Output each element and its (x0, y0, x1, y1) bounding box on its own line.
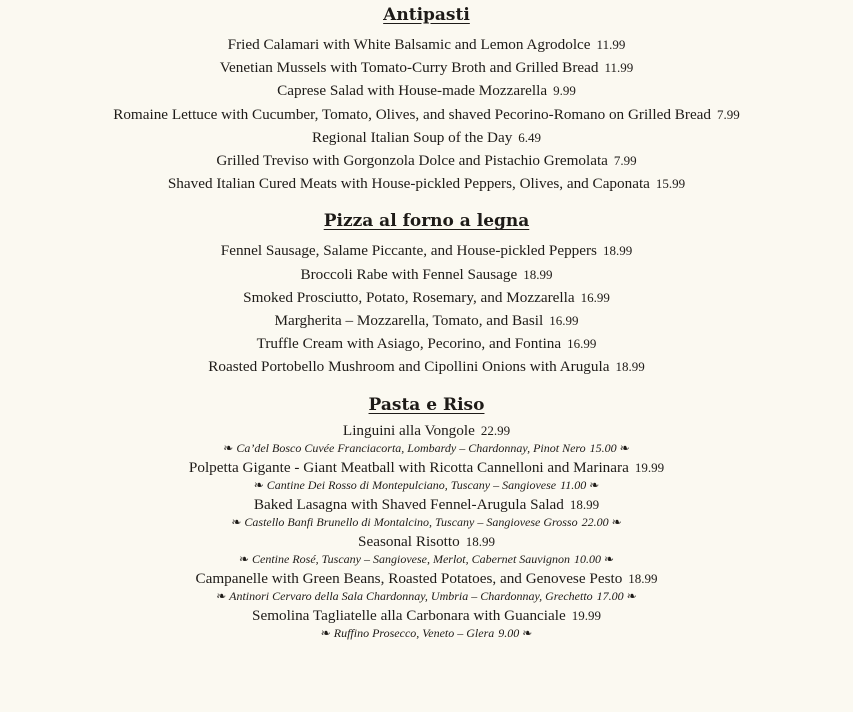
wine-pairing-name: Ruffino Prosecco, Veneto – Glera (333, 625, 495, 640)
menu-item (0, 103, 853, 126)
menu-item-name: Caprese Salad with House-made Mozzarella (277, 82, 548, 100)
section-pizza (0, 209, 853, 378)
wine-pairing-price: 22.00 (581, 514, 609, 529)
menu-item-name: Venetian Mussels with Tomato-Curry Broth and Grilled Bread (219, 59, 599, 77)
menu-item (0, 355, 853, 378)
menu-item (0, 421, 853, 455)
menu-item-name: Grilled Treviso with Gorgonzola Dolce and Pistachio Gremolata (216, 152, 608, 170)
menu-item-name: Semolina Tagliatelle alla Carbonara with Guanciale (252, 606, 566, 624)
fleuron-left-icon: ❧ (238, 551, 250, 566)
fleuron-right-icon: ❧ (619, 440, 630, 455)
section-antipasti (0, 3, 853, 195)
menu-item (0, 286, 853, 309)
section-title-pasta: Pasta e Riso (368, 394, 485, 415)
menu-item-name: Shaved Italian Cured Meats with House-pickled Peppers, Olives, and Caponata (167, 175, 650, 193)
wine-pairing-price: 10.00 (573, 551, 601, 566)
menu-item-price: 15.99 (655, 176, 686, 192)
menu-item (0, 239, 853, 262)
menu-item-price: 18.99 (602, 243, 633, 259)
menu-item-price: 11.99 (596, 37, 626, 52)
menu-item (0, 172, 853, 195)
fleuron-right-icon: ❧ (589, 477, 600, 492)
menu-item (0, 495, 853, 529)
menu-item (0, 606, 853, 640)
menu-item-name: Regional Italian Soup of the Day (311, 128, 513, 146)
wine-pairing (0, 626, 853, 640)
menu-item-price: 18.99 (569, 496, 600, 512)
menu-item-line (0, 458, 853, 478)
fleuron-right-icon: ❧ (603, 551, 615, 566)
menu-item (0, 33, 853, 56)
menu-item (0, 569, 853, 603)
menu-item-name: Seasonal Risotto (358, 532, 460, 550)
menu-item (0, 532, 853, 566)
menu-item-price: 7.99 (613, 153, 637, 169)
menu-item-name: Polpetta Gigante - Giant Meatball with Ricotta Cannelloni and Marinara (188, 458, 629, 476)
menu-item-name: Broccoli Rabe with Fennel Sausage (300, 265, 518, 283)
wine-pairing-name: Castello Banfi Brunello di Montalcino, Tuscany – Sangiovese Grosso (244, 514, 578, 529)
menu-item (0, 458, 853, 492)
menu-item-line (0, 495, 853, 515)
menu-item (0, 332, 853, 355)
menu-item-name: Margherita – Mozzarella, Tomato, and Basil (274, 312, 544, 330)
menu-item-price: 16.99 (580, 289, 610, 305)
menu-item-line (0, 569, 853, 589)
menu-item-name: Roasted Portobello Mushroom and Cipollini Onions with Arugula (208, 358, 610, 376)
fleuron-left-icon: ❧ (231, 514, 242, 529)
fleuron-right-icon: ❧ (626, 588, 637, 603)
section-title-antipasti: Antipasti (383, 5, 470, 25)
menu-item-price: 11.99 (604, 60, 634, 76)
menu-item-name: Campanelle with Green Beans, Roasted Potatoes, and Genovese Pesto (195, 569, 623, 587)
menu-item-price: 18.99 (523, 266, 553, 282)
menu-item (0, 309, 853, 332)
menu-item-price: 6.49 (518, 129, 542, 145)
section-pasta (0, 393, 853, 640)
menu-item-price: 9.99 (553, 83, 576, 99)
wine-pairing-price: 17.00 (596, 588, 624, 603)
fleuron-left-icon: ❧ (320, 625, 331, 640)
menu-item-name: Baked Lasagna with Shaved Fennel-Arugula Salad (253, 495, 564, 513)
fleuron-left-icon: ❧ (253, 477, 264, 492)
menu-item (0, 56, 853, 79)
menu-item (0, 126, 853, 149)
section-title-pizza: Pizza al forno a legna (323, 211, 530, 232)
wine-pairing-name: Centine Rosé, Tuscany – Sangiovese, Merlot, Cabernet Sauvignon (252, 551, 570, 566)
fleuron-right-icon: ❧ (611, 514, 622, 529)
pasta-list (0, 421, 853, 640)
menu-item-name: Truffle Cream with Asiago, Pecorino, and Fontina (256, 335, 562, 353)
menu-item (0, 79, 853, 102)
menu-item-price: 18.99 (615, 359, 645, 375)
menu-item-line (0, 532, 853, 552)
menu-item-line (0, 606, 853, 626)
menu-item-name: Fennel Sausage, Salame Piccante, and House-pickled Peppers (220, 242, 597, 260)
menu-item-price: 19.99 (571, 607, 601, 623)
menu-item-price: 16.99 (567, 336, 597, 352)
wine-pairing (0, 441, 853, 455)
menu-item-price: 16.99 (549, 313, 579, 329)
menu-item-price: 7.99 (717, 106, 740, 122)
menu-item-name: Smoked Prosciutto, Potato, Rosemary, and Mozzarella (243, 288, 575, 306)
menu-item-line (0, 421, 853, 441)
wine-pairing-price: 11.00 (560, 477, 587, 492)
wine-pairing (0, 589, 853, 603)
wine-pairing-name: Ca’del Bosco Cuvée Franciacorta, Lombardy – Chardonnay, Pinot Nero (236, 440, 586, 455)
fleuron-left-icon: ❧ (216, 588, 227, 603)
wine-pairing-name: Cantine Dei Rosso di Montepulciano, Tuscany – Sangiovese (266, 477, 557, 492)
menu-item-name: Fried Calamari with White Balsamic and Lemon Agrodolce (227, 36, 591, 53)
menu-item (0, 149, 853, 172)
menu-item-name: Linguini alla Vongole (342, 421, 475, 439)
wine-pairing (0, 478, 853, 492)
fleuron-left-icon: ❧ (223, 440, 234, 455)
antipasti-list (0, 33, 853, 195)
wine-pairing-name: Antinori Cervaro della Sala Chardonnay, Umbria – Chardonnay, Grechetto (229, 588, 593, 603)
wine-pairing (0, 552, 853, 566)
menu-item-price: 18.99 (628, 570, 658, 586)
wine-pairing-price: 9.00 (498, 625, 520, 640)
menu-item-price: 19.99 (634, 459, 665, 475)
menu-item-name: Romaine Lettuce with Cucumber, Tomato, Olives, and shaved Pecorino-Romano on Grilled Bread (113, 105, 712, 123)
pizza-list (0, 239, 853, 378)
menu-item (0, 263, 853, 286)
wine-pairing (0, 515, 853, 529)
wine-pairing-price: 15.00 (589, 440, 617, 455)
fleuron-right-icon: ❧ (522, 625, 533, 640)
menu-item-price: 22.99 (480, 422, 511, 438)
menu-item-price: 18.99 (465, 533, 495, 549)
